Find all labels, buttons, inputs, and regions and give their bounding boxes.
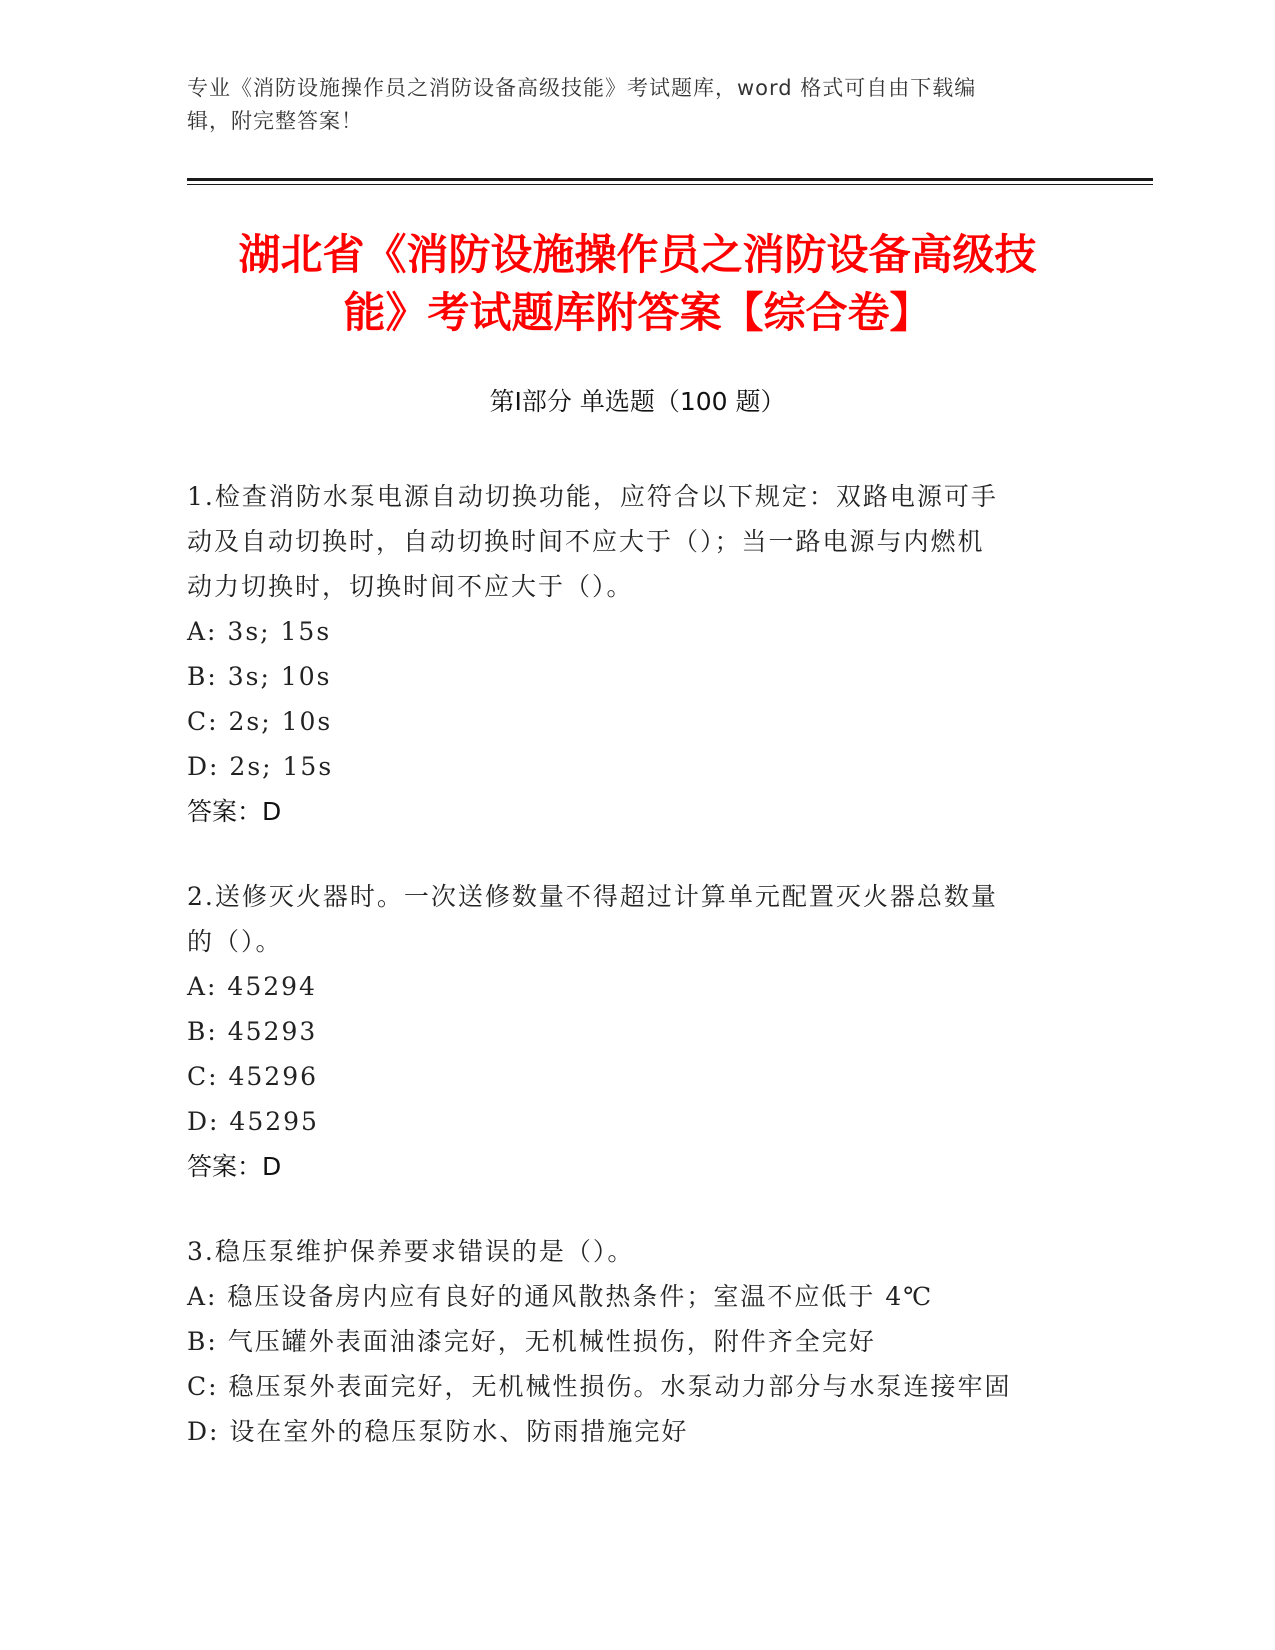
option-d: D: 设在室外的稳压泵防水、防雨措施完好 [187,1417,689,1446]
question-1 [187,474,1087,834]
question-stem-line: 1.检查消防水泵电源自动切换功能，应符合以下规定：双路电源可手 [187,482,998,511]
question-stem-line: 3.稳压泵维护保养要求错误的是（）。 [187,1237,635,1266]
option-a: A: 45294 [187,972,317,1001]
question-stem-line: 动及自动切换时，自动切换时间不应大于（）；当一路电源与内燃机 [187,527,985,556]
header-rule-thin [187,184,1153,185]
question-stem [187,1229,1087,1274]
option-d: D: 45295 [187,1107,319,1136]
header-rule-thick [187,178,1153,181]
question-2 [187,874,1087,1189]
question-stem-line: 动力切换时，切换时间不应大于（）。 [187,572,634,601]
question-stem-line: 的（）。 [187,927,283,956]
question-3 [187,1229,1087,1454]
document-title-line-1: 湖北省《消防设施操作员之消防设备高级技 [238,230,1037,279]
question-stem [187,474,1087,609]
header-note [187,72,1087,138]
answer: 答案：D [187,1152,282,1181]
header-note-line-2: 辑，附完整答案！ [187,109,363,133]
question-stem-line: 2.送修灭火器时。一次送修数量不得超过计算单元配置灭火器总数量 [187,882,998,911]
option-d: D: 2s; 15s [187,752,334,781]
option-b: B: 3s; 10s [187,662,332,691]
answer: 答案：D [187,797,282,826]
option-c: C: 2s; 10s [187,707,333,736]
option-c: C: 稳压泵外表面完好，无机械性损伤。水泵动力部分与水泵连接牢固 [187,1372,1012,1401]
option-b: B: 45293 [187,1017,318,1046]
option-a: A: 稳压设备房内应有良好的通风散热条件；室温不应低于 4℃ [187,1282,934,1311]
section-heading: 第Ⅰ部分 单选题（100 题） [489,387,786,416]
option-c: C: 45296 [187,1062,319,1091]
option-b: B: 气压罐外表面油漆完好，无机械性损伤，附件齐全完好 [187,1327,876,1356]
header-note-line-1: 专业《消防设施操作员之消防设备高级技能》考试题库，word 格式可自由下载编 [187,76,977,100]
option-a: A: 3s; 15s [187,617,332,646]
question-list [187,474,1087,1494]
document-title-line-2: 能》考试题库附答案【综合卷】 [343,288,932,337]
document-title [150,226,1125,342]
question-stem [187,874,1087,964]
